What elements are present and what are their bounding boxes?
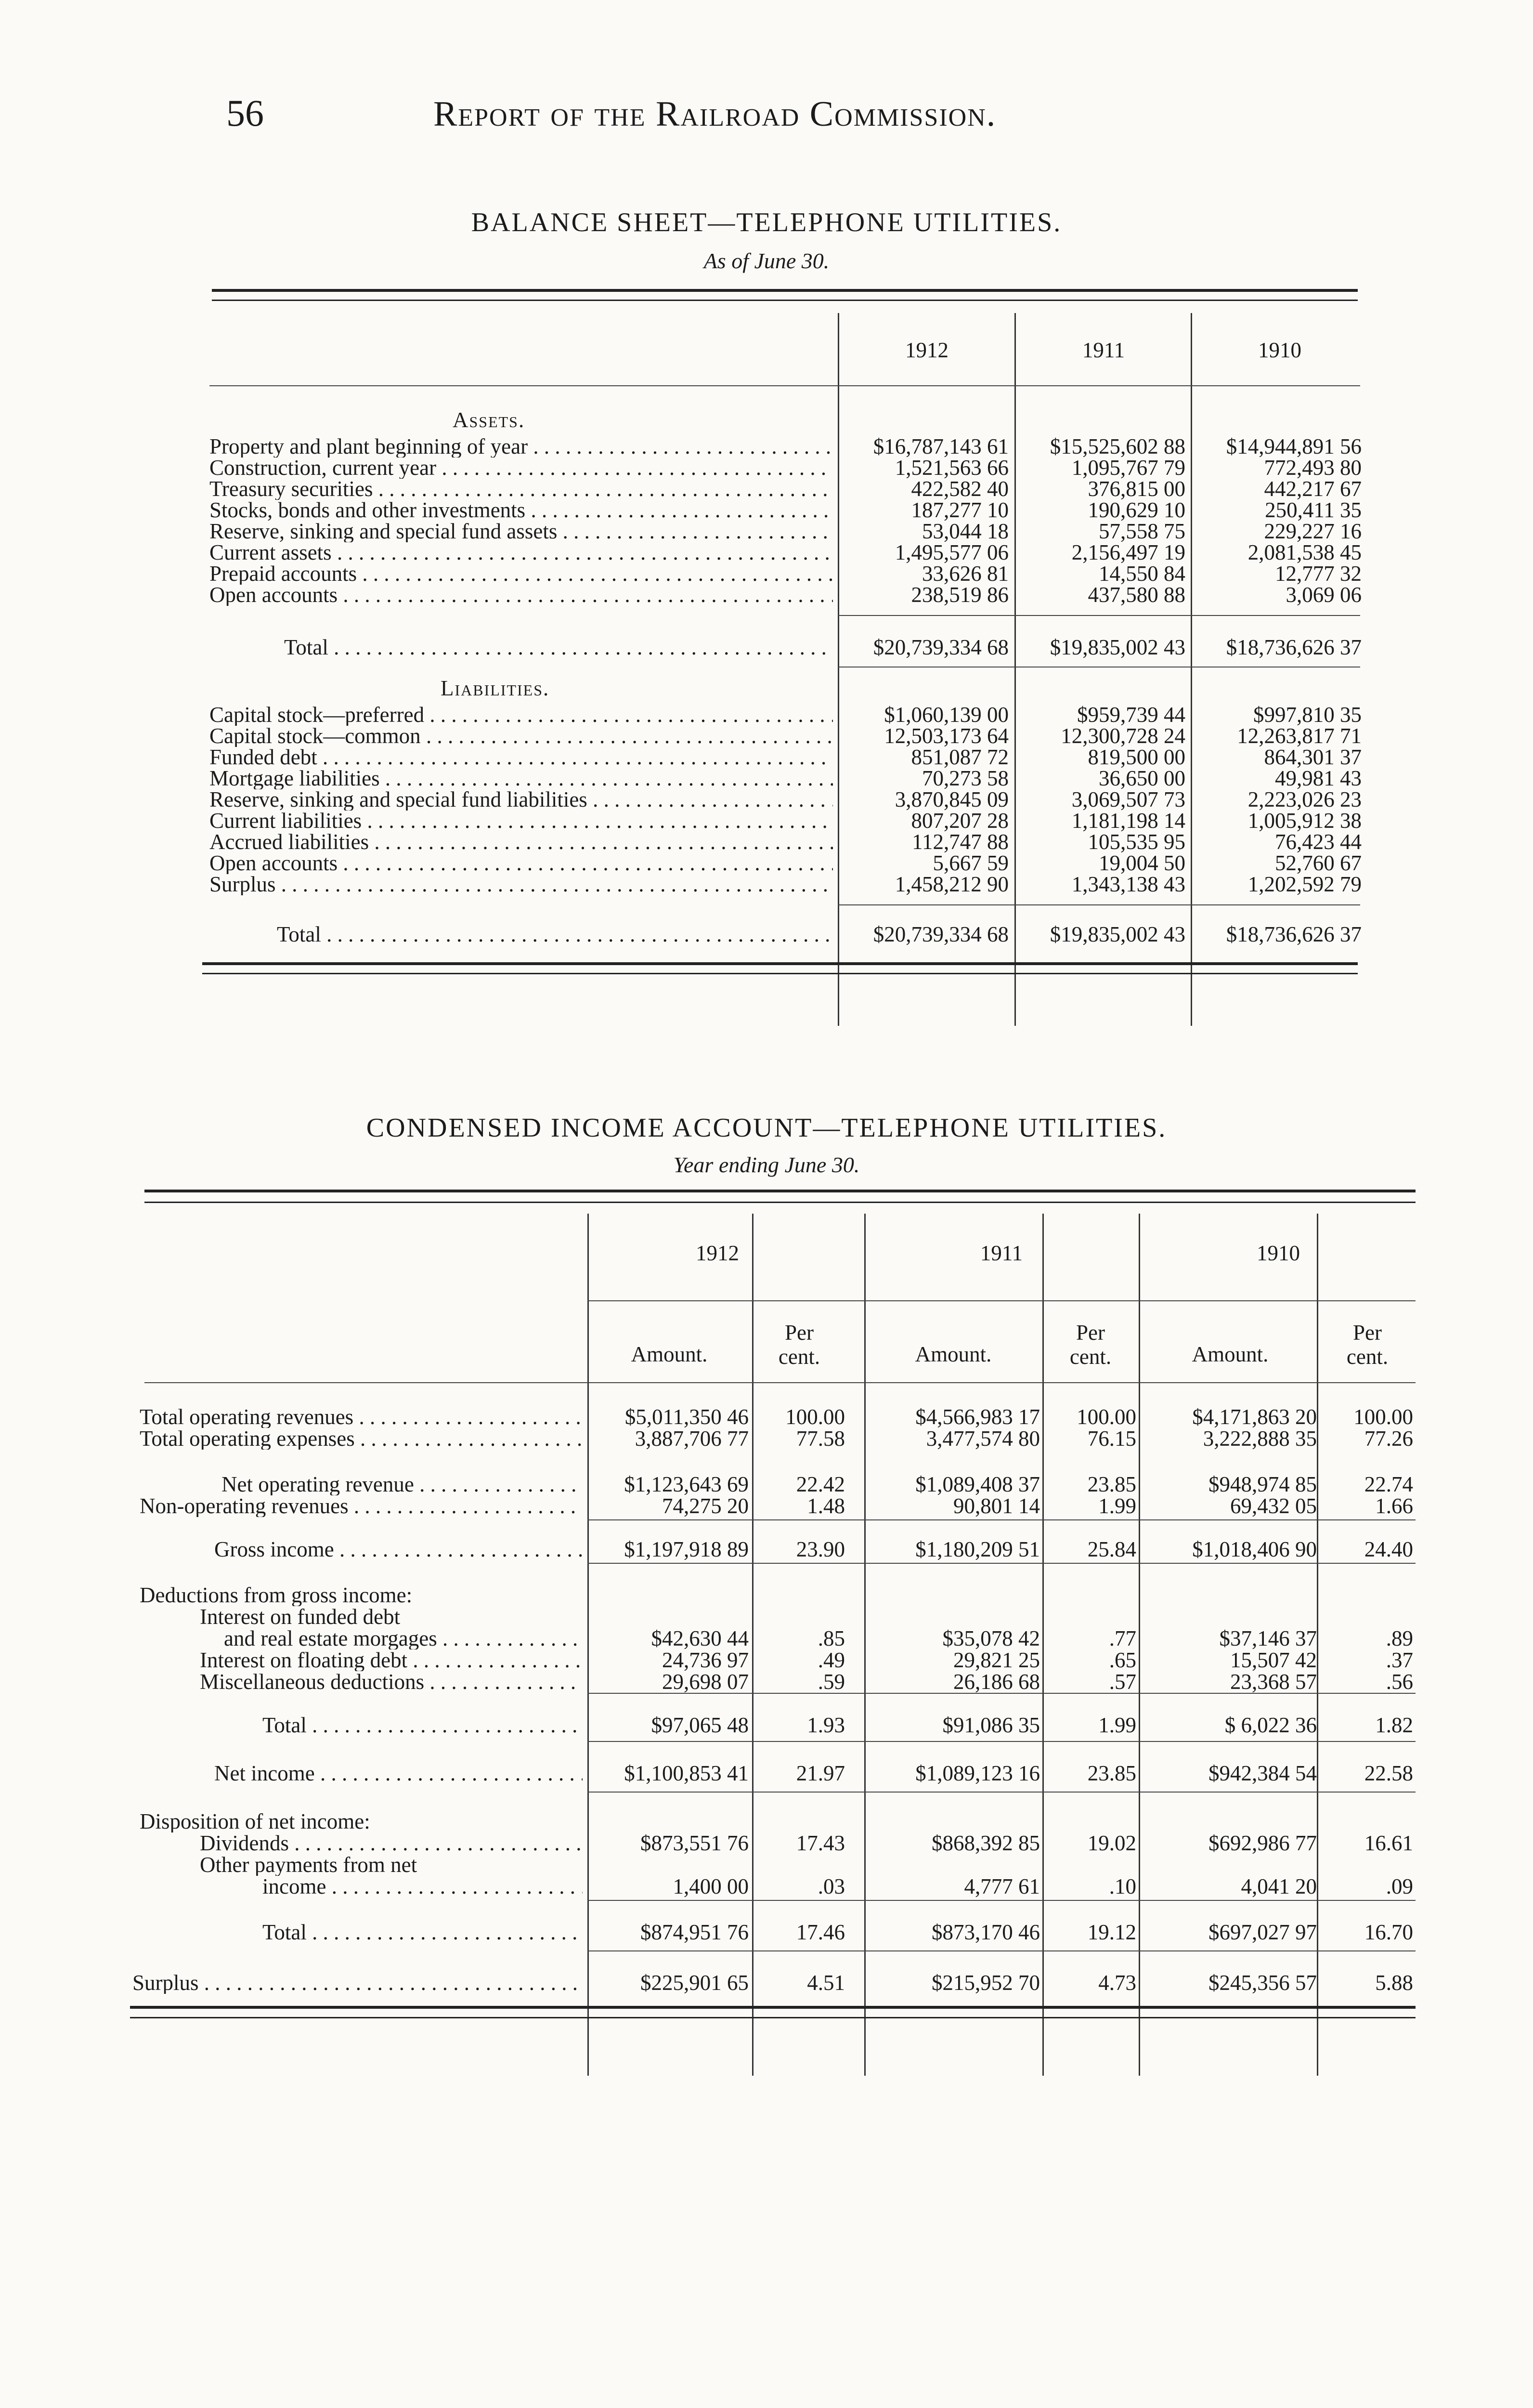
income-bottom-rule-2 [130,2017,1416,2018]
liability-row-label: Funded debt . . . [209,746,833,768]
income-percent: .77 [1109,1626,1136,1650]
liability-row-label: Capital stock—preferred . . . [209,704,833,726]
liability-row-value: 3,069,507 73 [1071,787,1185,811]
page-number: 56 [226,92,264,134]
income-row-label: Interest on funded debt [200,1606,401,1628]
balance-sheet-subtitle: As of June 30. [703,249,830,273]
asset-row-value: 1,095,767 79 [1071,456,1185,480]
income-amount: $5,011,350 46 [624,1405,749,1429]
balance-sheet-title: BALANCE SHEET—TELEPHONE UTILITIES. [471,208,1062,237]
assets-total-label: Total . . . [284,637,833,658]
income-row-label: Net operating revenue . . . [221,1474,583,1495]
income-amount: $697,027 97 [1208,1920,1317,1944]
income-percent: .59 [818,1670,845,1694]
income-amount: $1,089,123 16 [915,1761,1040,1785]
income-percent: 22.74 [1364,1472,1413,1496]
income-row-label: Surplus . . . [132,1972,583,1994]
income-amount: $97,065 48 [651,1713,749,1737]
income-amount: $942,384 54 [1208,1761,1317,1785]
income-percent: .03 [818,1874,845,1898]
liability-row-value: $997,810 35 [1253,703,1362,727]
income-amount: $42,630 44 [651,1626,749,1650]
income-top-rule [144,1190,1416,1192]
asset-row-value: 2,156,497 19 [1071,540,1185,564]
income-row-label: Miscellaneous deductions . . . [200,1671,583,1693]
income-subtotal-rule [587,1519,1416,1520]
asset-row-label: Stocks, bonds and other investments . . . [209,499,833,521]
liability-row-label: Capital stock—common . . . [209,725,833,747]
income-percent: 21.97 [796,1761,845,1785]
liability-row-value: $959,739 44 [1077,703,1185,727]
income-row-label: income . . . [262,1876,583,1898]
income-percent: .49 [818,1648,845,1672]
income-amount: 24,736 97 [662,1648,749,1672]
income-amount: 15,507 42 [1230,1648,1317,1672]
liability-row-value: 819,500 00 [1088,745,1185,769]
income-percent: .09 [1386,1874,1413,1898]
asset-row-value: 187,277 10 [911,498,1009,522]
income-column-divider [1139,1214,1140,2076]
asset-row-value: 2,081,538 45 [1247,540,1362,564]
income-amount: $37,146 37 [1219,1626,1317,1650]
liability-row-value: 864,301 37 [1264,745,1362,769]
income-bottom-rule [130,2006,1416,2009]
asset-row-value: 57,558 75 [1099,519,1185,543]
asset-row-value: 33,626 81 [922,562,1009,586]
balance-column-divider [1191,313,1192,1026]
income-percent: 4.73 [1098,1971,1136,1995]
running-title: Report of the Railroad Commission. [433,94,997,134]
income-percent: 19.12 [1087,1920,1136,1944]
income-amount: $692,986 77 [1208,1831,1317,1855]
asset-row-label: Open accounts . . . [209,584,833,606]
income-percent: 17.43 [796,1831,845,1855]
asset-row-value: 229,227 16 [1264,519,1362,543]
income-percent: 4.51 [807,1971,845,1995]
income-amount: $873,170 46 [932,1920,1040,1944]
income-year-header: 1911 [980,1241,1023,1265]
income-row-label: Gross income . . . [214,1539,583,1560]
liability-row-value: 807,207 28 [911,809,1009,833]
asset-row-value: 422,582 40 [911,477,1009,501]
income-row-label: Total . . . [262,1714,583,1736]
income-row-label: Disposition of net income: [140,1811,370,1832]
liability-row-value: 12,503,173 64 [884,724,1009,748]
income-percent: 1.99 [1098,1713,1136,1737]
liability-row-label: Reserve, sinking and special fund liabilities . . . [209,789,833,811]
income-year-header: 1910 [1257,1241,1300,1265]
liability-row-label: Accrued liabilities . . . [209,831,833,853]
asset-row-value: 772,493 80 [1264,456,1362,480]
income-row-label: Non-operating revenues . . . [140,1495,583,1517]
income-column-divider [1042,1214,1044,2076]
amount-header: Amount. [631,1342,708,1366]
assets-subtotal-rule [838,615,1360,616]
income-amount: 1,400 00 [673,1874,749,1898]
asset-row-label: Prepaid accounts . . . [209,563,833,585]
liabilities-subtotal-rule [838,904,1360,905]
liability-row-label: Surplus . . . [209,874,833,895]
asset-row-value: 1,495,577 06 [895,540,1009,564]
balance-column-divider [1014,313,1016,1026]
income-amount: $4,566,983 17 [915,1405,1040,1429]
income-amount: 74,275 20 [662,1494,749,1518]
asset-row-value: $15,525,602 88 [1050,434,1185,458]
income-percent: 1.66 [1375,1494,1413,1518]
income-row-label: and real estate morgages . . . [224,1628,583,1649]
liability-row-value: 851,087 72 [911,745,1009,769]
liability-row-value: 112,747 88 [912,830,1009,854]
liability-row-value: 5,667 59 [933,851,1009,875]
income-percent: 19.02 [1087,1831,1136,1855]
income-amount: 3,887,706 77 [635,1426,749,1451]
income-amount: 3,222,888 35 [1203,1426,1317,1451]
income-percent: 17.46 [796,1920,845,1944]
liabilities-total-label: Total . . . [277,924,833,945]
income-percent: 1.93 [807,1713,845,1737]
asset-row-value: 14,550 84 [1099,562,1185,586]
income-amount: $91,086 35 [942,1713,1040,1737]
income-column-divider [587,1214,589,2076]
liability-row-value: 19,004 50 [1099,851,1185,875]
liability-row-value: 52,760 67 [1275,851,1362,875]
income-subtotal-rule [587,1741,1416,1742]
income-percent: .10 [1109,1874,1136,1898]
liability-row-label: Mortgage liabilities . . . [209,768,833,789]
income-column-divider [1317,1214,1318,2076]
income-percent: 77.58 [796,1426,845,1451]
liability-row-value: $1,060,139 00 [884,703,1009,727]
income-percent: 16.70 [1364,1920,1413,1944]
income-amount: $35,078 42 [942,1626,1040,1650]
percent-header-cent: cent. [1346,1345,1389,1369]
income-percent: 100.00 [785,1405,845,1429]
income-percent: 22.42 [796,1472,845,1496]
income-percent: 23.85 [1087,1761,1136,1785]
income-amount: $245,356 57 [1208,1971,1317,1995]
balance-year-header: 1912 [905,338,948,362]
income-amount: $948,974 85 [1208,1472,1317,1496]
assets-total-value: $18,736,626 37 [1226,635,1362,659]
income-amount: $ 6,022 36 [1224,1713,1317,1737]
assets-heading: Assets. [453,409,525,431]
income-percent: .37 [1386,1648,1413,1672]
income-amount: 26,186 68 [953,1670,1040,1694]
income-percent: 25.84 [1087,1537,1136,1561]
liabilities-heading: Liabilities. [441,678,550,699]
income-percent: 23.85 [1087,1472,1136,1496]
income-row-label: Interest on floating debt . . . [200,1649,583,1671]
liabilities-total-value: $19,835,002 43 [1050,922,1185,946]
income-row-label: Total operating expenses . . . [140,1428,583,1450]
income-amount: 4,041 20 [1241,1874,1317,1898]
percent-header-per: Per [1353,1321,1382,1345]
balance-top-rule-2 [212,300,1358,301]
liability-row-label: Open accounts . . . [209,852,833,874]
income-percent: .57 [1109,1670,1136,1694]
asset-row-value: 53,044 18 [922,519,1009,543]
income-percent: 24.40 [1364,1537,1413,1561]
asset-row-value: 12,777 32 [1275,562,1362,586]
percent-header-cent: cent. [1069,1345,1112,1369]
income-percent: 76.15 [1087,1426,1136,1451]
income-amount: $868,392 85 [932,1831,1040,1855]
income-row-label: Dividends . . . [200,1832,583,1854]
asset-row-value: 437,580 88 [1088,583,1185,607]
income-percent: 22.58 [1364,1761,1413,1785]
income-amount: $1,123,643 69 [624,1472,749,1496]
asset-row-label: Treasury securities . . . [209,478,833,500]
income-amount: 23,368 57 [1230,1670,1317,1694]
liability-row-value: 3,870,845 09 [895,787,1009,811]
income-percent: .56 [1386,1670,1413,1694]
liabilities-total-value: $18,736,626 37 [1226,922,1362,946]
balance-column-divider [838,313,839,1026]
income-percent: 23.90 [796,1537,845,1561]
income-amount: 69,432 05 [1230,1494,1317,1518]
asset-row-label: Reserve, sinking and special fund assets . . . [209,521,833,542]
income-percent: 5.88 [1375,1971,1413,1995]
liability-row-value: 70,273 58 [922,766,1009,790]
income-percent: 1.82 [1375,1713,1413,1737]
income-amount: $1,089,408 37 [915,1472,1040,1496]
income-amount: 29,821 25 [953,1648,1040,1672]
income-amount: $1,100,853 41 [624,1761,749,1785]
income-subtotal-rule [587,1950,1416,1951]
balance-year-header: 1911 [1082,338,1125,362]
income-row-label: Deductions from gross income: [140,1584,413,1606]
liabilities-total-value: $20,739,334 68 [873,922,1009,946]
percent-header-cent: cent. [778,1345,820,1369]
income-amount: 3,477,574 80 [926,1426,1040,1451]
asset-row-value: 442,217 67 [1264,477,1362,501]
asset-row-value: $16,787,143 61 [873,434,1009,458]
income-amount: $215,952 70 [932,1971,1040,1995]
income-amount: $4,171,863 20 [1192,1405,1317,1429]
income-row-label: Other payments from net [200,1854,417,1876]
income-percent: 100.00 [1077,1405,1136,1429]
liability-row-value: 1,005,912 38 [1247,809,1362,833]
income-percent: .65 [1109,1648,1136,1672]
asset-row-value: 238,519 86 [911,583,1009,607]
liability-row-value: 12,300,728 24 [1061,724,1185,748]
income-percent: 1.48 [807,1494,845,1518]
liability-row-value: 105,535 95 [1088,830,1185,854]
income-amount: $225,901 65 [640,1971,749,1995]
liability-row-label: Current liabilities . . . [209,810,833,832]
amount-header: Amount. [1192,1342,1269,1366]
asset-row-label: Construction, current year . . . [209,457,833,479]
asset-row-label: Property and plant beginning of year . . . [209,436,833,458]
income-title: CONDENSED INCOME ACCOUNT—TELEPHONE UTILITIES. [366,1113,1167,1143]
income-year-rule [587,1300,1416,1301]
income-row-label: Total operating revenues . . . [140,1406,583,1428]
balance-top-rule [212,289,1358,292]
income-amount: $1,180,209 51 [915,1537,1040,1561]
liability-row-value: 1,343,138 43 [1071,872,1185,896]
asset-row-value: 3,069 06 [1286,583,1362,607]
assets-total-value: $19,835,002 43 [1050,635,1185,659]
asset-row-value: $14,944,891 56 [1226,434,1362,458]
income-header-rule [144,1382,1416,1383]
asset-row-value: 190,629 10 [1088,498,1185,522]
income-amount: 4,777 61 [964,1874,1040,1898]
balance-bottom-rule [202,962,1358,965]
amount-header: Amount. [915,1342,992,1366]
income-percent: 100.00 [1353,1405,1413,1429]
income-percent: 1.99 [1098,1494,1136,1518]
balance-bottom-rule-2 [202,973,1358,974]
liability-row-value: 2,223,026 23 [1247,787,1362,811]
income-subtotal-rule [587,1563,1416,1564]
income-subtitle: Year ending June 30. [673,1152,860,1177]
asset-row-value: 376,815 00 [1088,477,1185,501]
balance-header-rule [209,385,1360,386]
income-subtotal-rule [587,1900,1416,1901]
assets-total-value: $20,739,334 68 [873,635,1009,659]
income-subtotal-rule [587,1792,1416,1793]
income-row-label: Total . . . [262,1922,583,1943]
liability-row-value: 1,458,212 90 [895,872,1009,896]
income-amount: $1,197,918 89 [624,1537,749,1561]
income-top-rule-2 [144,1202,1416,1203]
asset-row-value: 1,521,563 66 [895,456,1009,480]
income-column-divider [864,1214,866,2076]
income-percent: 77.26 [1364,1426,1413,1451]
income-percent: .89 [1386,1626,1413,1650]
liability-row-value: 76,423 44 [1275,830,1362,854]
liability-row-value: 49,981 43 [1275,766,1362,790]
income-amount: $1,018,406 90 [1192,1537,1317,1561]
percent-header-per: Per [1076,1321,1105,1345]
income-row-label: Net income . . . [214,1763,583,1784]
asset-row-value: 250,411 35 [1265,498,1362,522]
liability-row-value: 12,263,817 71 [1237,724,1362,748]
liability-row-value: 1,202,592 79 [1247,872,1362,896]
asset-row-label: Current assets . . . [209,542,833,563]
percent-header-per: Per [785,1321,814,1345]
income-percent: 16.61 [1364,1831,1413,1855]
income-amount: $874,951 76 [640,1920,749,1944]
income-year-header: 1912 [696,1241,739,1265]
income-amount: 90,801 14 [953,1494,1040,1518]
balance-year-header: 1910 [1258,338,1301,362]
liability-row-value: 36,650 00 [1099,766,1185,790]
income-percent: .85 [818,1626,845,1650]
liability-row-value: 1,181,198 14 [1071,809,1185,833]
income-amount: 29,698 07 [662,1670,749,1694]
income-amount: $873,551 76 [640,1831,749,1855]
